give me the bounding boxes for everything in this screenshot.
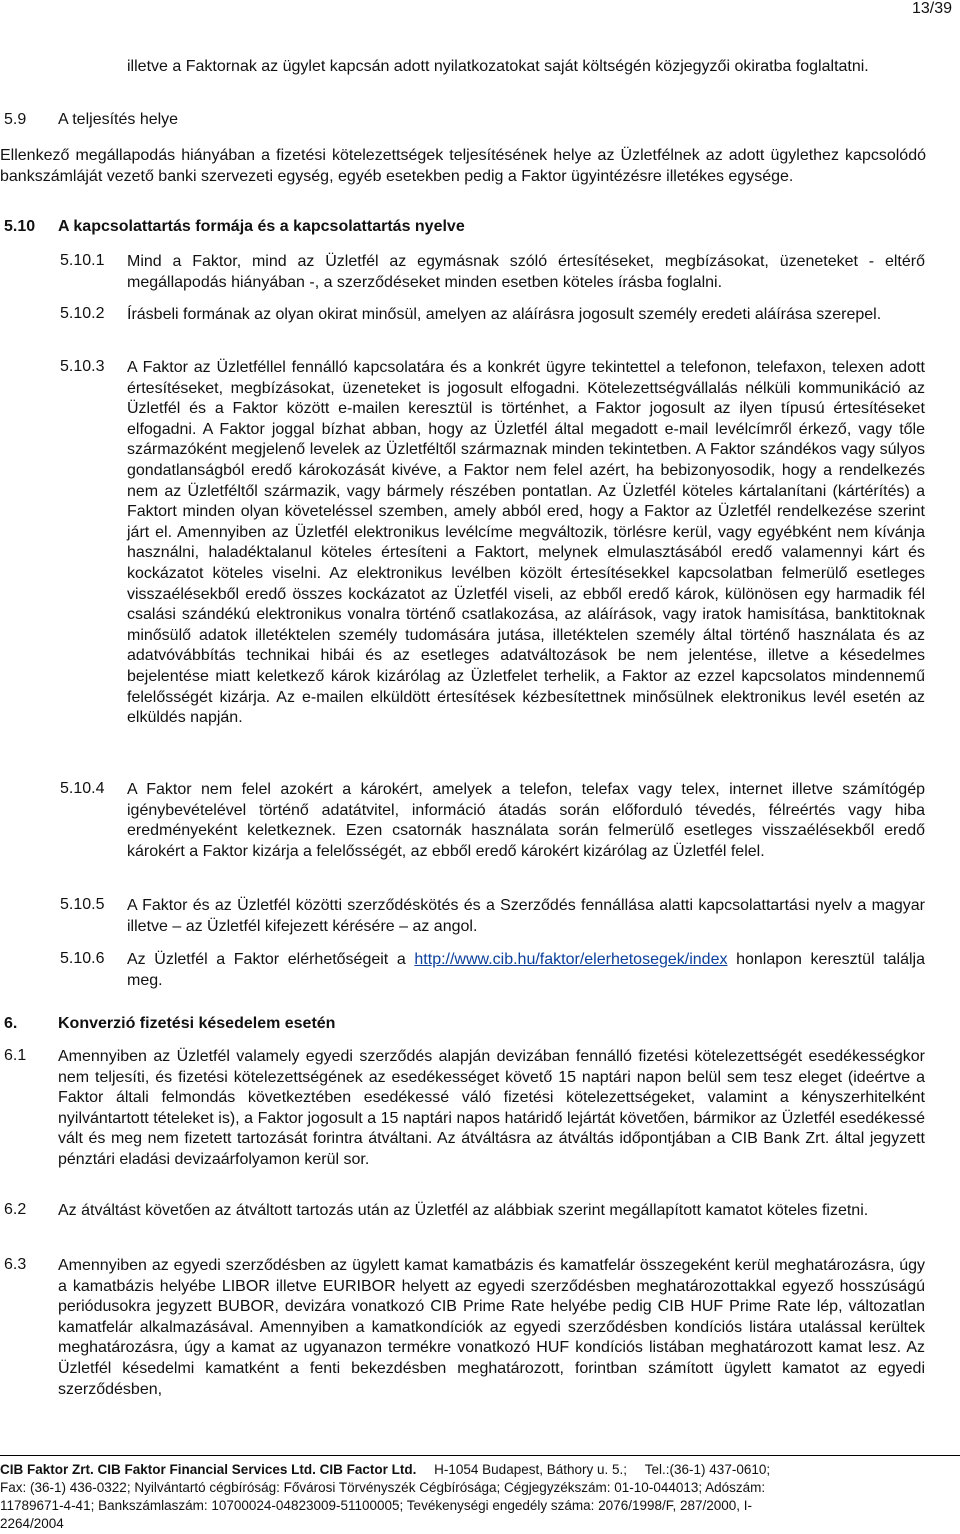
- section-number: 6.: [4, 1015, 18, 1032]
- item-text: [127, 950, 925, 991]
- item-text: Mind a Faktor, mind az Üzletfél az egymásnak szóló értesítéseket, megbízásokat, üzeneteket - eltérő megállapodás hiányában -, a szerződéseket minden esetben köteles írásba foglalni.: [127, 253, 925, 291]
- footer-line-1: [0, 1461, 960, 1479]
- item-text: Amennyiben az Üzletfél valamely egyedi szerződés alapján devizában fennálló fizetési kötelezettségét esedékességkor nem teljesíti, és fizetési kötelezettségének az esedékességet követő 15 naptári napon belül sem tesz eleget (ideértve a Faktor általi felmondás következtében esedékessé váló fizetési kötelezettségeket, valamint a kényszerhitelként nyilvántartott tételeket is), a Faktor jogosult a 15 naptári napos határidő lejártát követően, bármikor az Üzletfél esedékessé vált és meg nem fizetett tartozását forintra átváltani. Az átváltásra az átváltás időpontjában a CIB Bank Zrt. által jegyzett pénztári eladási devizaárfolyamon kerül sor.: [58, 1048, 925, 1168]
- footer-company: CIB Faktor Zrt.: [0, 1462, 94, 1477]
- contact-link[interactable]: http://www.cib.hu/faktor/elerhetosegek/index: [414, 951, 728, 968]
- footer-tel: Tel.:(36-1) 437-0610;: [644, 1462, 771, 1477]
- section-number: 5.10: [4, 218, 36, 235]
- item-text: A Faktor az Üzletféllel fennálló kapcsolatára és a konkrét ügyre tekintettel a telefonon, telefaxon, telexen adott értesítéseket, megbízásokat, üzeneteket is jogosult elfogadni. Kötelezettségvállalás nélküli kommunikáció az Üzletfél és a Faktor között e-mailen keresztül is történhet, a Faktor jogosult az ilyen típusú értesítéseket elfogadni. A Faktor joggal bízhat abban, hogy az Üzletfél által megadott e-mail levélcímről érkező, vagy tőle származóként megjelenő levelek az Üzletféltől származnak minden tekintetben. A Faktor szándékos vagy súlyos gondatlanságból eredő károkozását kivéve, a Faktor nem felel azért, ha bebizonyosodik, hogy a rendelkezés nem az Üzletféltől származik, vagy bármely részében pontatlan. Az Üzletfél köteles kártalanítani (kártérítés) a Faktort minden olyan követeléssel szemben, amely abból ered, hogy a Faktor az Üzletfél rendelkezése szerint járt el. Amennyiben az Üzletfél elektronikus levélcíme megváltozik, törlésre kerül, vagy egyébként nem kívánja használni, haladéktalanul köteles értesíteni a Faktort, melynek elmulasztásából eredő valamennyi kárt és kockázatot köteles viselni. Az elektronikus levélben közölt értesítésekkel kapcsolatban felmerülő esetleges visszaélésekből eredő összes kockázatot az Üzletfél viseli, az ebből eredő károk, különösen egy harmadik fél csalási szándékú elektronikus vonalra történő csatlakozása, az aláírások, vagy iratok hamisítása, banktitoknak minősülő adatok illetéktelen személy tudomására jutása, illetéktelen személy által történő használata és az adatvóvábbítás technikai hibái és az esetleges adatváltozások be nem jelentése, illetve a késedelmes bejelentése miatt keletkező károk kizárólag az Üzletfelet terhelik, a Faktor az ezzel kapcsolatos mindennemű felelősségét kizárja. Az e-mailen elküldött értesítések kézbesítettnek minősülnek elektronikus levél esetén az elküldés napján.: [127, 359, 925, 727]
- item-number: 5.10.1: [60, 252, 105, 269]
- item-number: 5.10.2: [60, 305, 105, 322]
- section-heading-6: [4, 1015, 336, 1033]
- item-text: A Faktor és az Üzletfél közötti szerződéskötés és a Szerződés fennállása alatti kapcsolattartási nyelv a magyar illetve – az Üzletfél kifejezett kérésére – az angol.: [127, 897, 925, 935]
- section-heading-5-9: [4, 111, 179, 129]
- item-number: 5.10.6: [60, 950, 105, 967]
- item-text: Amennyiben az egyedi szerződésben az ügylett kamat kamatbázis és kamatfelár összegeként kerül meghatározásra, úgy a kamatbázis helyébe LIBOR illetve EURIBOR helyett az egyedi szerződésben meghatározottakkal egyező hosszúságú periódusokra jegyzett BUBOR, devizára vonatkozó CIB Prime Rate helyébe pedig CIB HUF Prime Rate lép, változatlan kamatfelár alkalmazásával. Amennyiben a kamatkondíciók az egyedi szerződésben kondíciós listára utalással kerültek meghatározásra, úgy a kamat az ugyanazon termékre vonatkozó HUF kondíciós listában meghatározott kamat lesz. Az Üzletfél késedelmi kamatként a fenti bekezdésben meghatározott, forintban számított ügylett kamatot az egyedi szerződésben,: [58, 1257, 925, 1398]
- footer-divider: [0, 1455, 960, 1456]
- item-text: Írásbeli formának az olyan okirat minősül, amelyen az aláírásra jogosult személy eredeti aláírása szerepel.: [127, 306, 882, 323]
- item-text-after: honlapon keresztül találja meg.: [127, 951, 926, 989]
- section-title: Konverzió fizetési késedelem esetén: [58, 1015, 336, 1032]
- footer-line-2: Fax: (36-1) 436-0322; Nyilvántartó cégbíróság: Fővárosi Törvényszék Cégbírósága; Cégjegyzékszám: 01-10-044013; Adószám:: [0, 1480, 766, 1495]
- footer-line-4: 2264/2004: [0, 1516, 64, 1531]
- item-text: Az átváltást követően az átváltott tartozás után az Üzletfél az alábbiak szerint megállapított kamatot köteles fizetni.: [58, 1202, 869, 1219]
- section-number: 5.9: [4, 111, 27, 128]
- item-number: 5.10.5: [60, 896, 105, 913]
- section-title: A kapcsolattartás formája és a kapcsolattartás nyelve: [58, 218, 465, 235]
- item-number: 5.10.4: [60, 780, 105, 797]
- footer-company: CIB Factor Ltd.: [319, 1462, 417, 1477]
- footer-address: H-1054 Budapest, Báthory u. 5.;: [434, 1462, 628, 1477]
- item-number: 5.10.3: [60, 358, 105, 375]
- section-title: A teljesítés helye: [58, 111, 179, 128]
- footer-company: CIB Faktor Financial Services Ltd.: [97, 1462, 316, 1477]
- item-number: 6.1: [4, 1047, 27, 1064]
- item-text-before: Az Üzletfél a Faktor elérhetőségeit a: [127, 951, 406, 968]
- item-text: A Faktor nem felel azokért a károkért, amelyek a telefon, telefax vagy telex, internet illetve számítógép igénybevételével történő adatátvitel, információ átadás során előforduló tévedés, félreértés vagy hiba eredményeként keletkeznek. Ezen csatornák használata során felmerülő esetleges visszaélésekből eredő károkért a Faktor kizárja a felelősségét, az ebből eredő károkért kizárólag az Üzletfél felel.: [127, 781, 925, 860]
- page-number: 13/39: [911, 0, 952, 17]
- section-heading-5-10: [4, 218, 465, 236]
- section-5-9-body: Ellenkező megállapodás hiányában a fizetési kötelezettségek teljesítésének helye az Üzletfélnek az adott ügylethez kapcsolódó bankszámláját vezető banki szervezeti egység, egyéb esetekben pedig a Faktor ügyintézésre illetékes egysége.: [0, 147, 926, 185]
- footer-line-3: 11789671-4-41; Bankszámlaszám: 10700024-04823009-51100005; Tevékenységi engedély száma: 2076/1998/F, 287/2000, I-: [0, 1498, 753, 1513]
- lead-paragraph: illetve a Faktornak az ügylet kapcsán adott nyilatkozatokat saját költségén közjegyzői okiratba foglaltatni.: [127, 58, 869, 75]
- item-number: 6.3: [4, 1256, 27, 1273]
- item-number: 6.2: [4, 1201, 27, 1218]
